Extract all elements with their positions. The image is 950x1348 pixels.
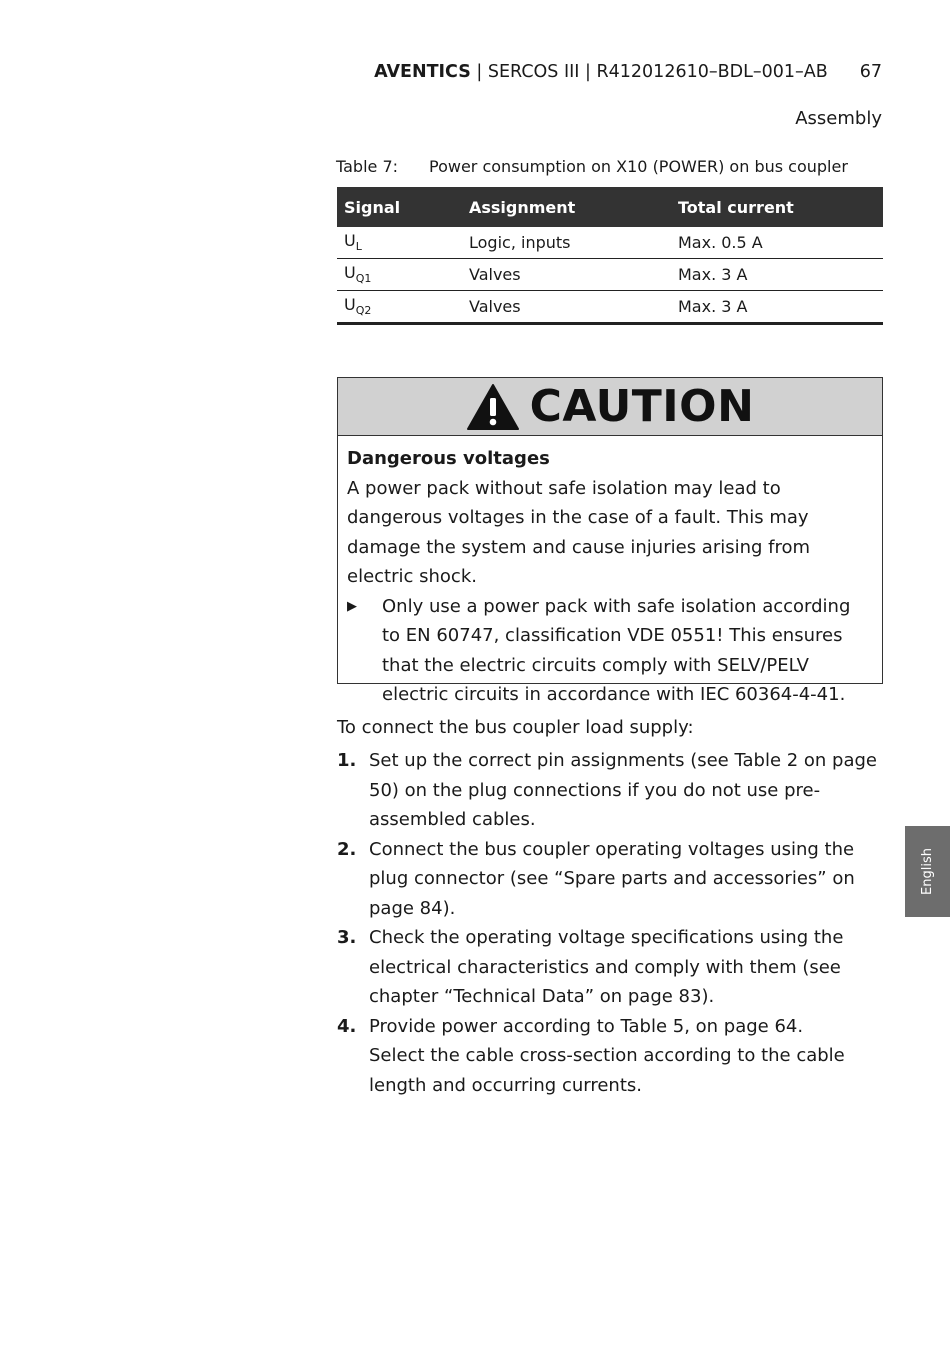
current-cell: Max. 3 A — [671, 259, 883, 291]
section-title: Assembly — [795, 108, 882, 129]
caution-notice — [337, 377, 883, 705]
table-row — [337, 291, 883, 324]
signal-subscript: L — [355, 240, 362, 254]
column-header-signal: Signal — [337, 187, 462, 227]
bullet-arrow-icon: ▶ — [347, 598, 357, 614]
table-caption — [336, 157, 848, 176]
page-number: 67 — [859, 62, 882, 82]
step-text: Connect the bus coupler operating voltages using the plug connector (see “Spare parts and accessories” on page 84). — [369, 838, 855, 919]
caution-text: A power pack without safe isolation may lead to dangerous voltages in the case of a fault. This may damage the system and cause injuries arising from electric shock. — [347, 477, 811, 587]
step-number: 4. — [337, 1015, 357, 1037]
current-cell: Max. 0.5 A — [671, 227, 883, 259]
caution-title: Dangerous voltages — [347, 448, 550, 469]
signal-cell — [337, 227, 462, 259]
brand-name: AVENTICS — [374, 62, 471, 82]
current-cell: Max. 3 A — [671, 291, 883, 324]
column-header-assignment: Assignment — [462, 187, 671, 227]
running-header — [336, 62, 882, 82]
signal-cell — [337, 291, 462, 324]
instruction-steps — [337, 746, 885, 1100]
warning-triangle-icon — [466, 383, 520, 431]
caution-instruction — [347, 592, 872, 710]
language-tab — [905, 826, 950, 917]
assignment-cell: Valves — [462, 291, 671, 324]
step-text: Provide power according to Table 5, on page 64. — [369, 1015, 804, 1037]
caution-body — [338, 436, 882, 710]
step-number: 1. — [337, 750, 357, 771]
signal-symbol: U — [344, 231, 356, 251]
caution-instruction-text: Only use a power pack with safe isolation according to EN 60747, classification VDE 0551! This ensures that the electric circuits comply with SELV/PELV electric circuits in accordance with IEC 60364-4-41. — [382, 595, 851, 705]
assignment-cell: Logic, inputs — [462, 227, 671, 259]
step-text: Set up the correct pin assignments (see Table 2 on page 50) on the plug connections if you do not use pre-assembled cables. — [369, 750, 878, 830]
table-caption-title: Power consumption on X10 (POWER) on bus coupler — [429, 157, 848, 176]
table-caption-label: Table 7: — [336, 157, 399, 176]
list-item — [337, 746, 885, 835]
column-header-total-current: Total current — [671, 187, 883, 227]
step-text: Check the operating voltage specifications using the electrical characteristics and comply with them (see chapter “Technical Data” on page 83). — [369, 927, 844, 1007]
power-consumption-table — [337, 187, 883, 325]
caution-heading: CAUTION — [529, 381, 755, 432]
step-number: 2. — [337, 838, 357, 860]
step-extra-text: Select the cable cross-section according to the cable length and occurring currents. — [369, 1045, 845, 1096]
assignment-cell: Valves — [462, 259, 671, 291]
signal-symbol: U — [344, 295, 356, 315]
signal-cell — [337, 259, 462, 291]
document-reference: | SERCOS III | R412012610–BDL–001–AB — [470, 62, 828, 82]
signal-subscript: Q1 — [355, 272, 372, 286]
list-item — [337, 835, 885, 924]
table-row — [337, 259, 883, 291]
list-item — [337, 1012, 885, 1101]
signal-subscript: Q2 — [355, 304, 372, 318]
table-row — [337, 227, 883, 259]
step-number: 3. — [337, 927, 357, 948]
caution-header — [338, 378, 882, 436]
list-item — [337, 923, 885, 1012]
instructions-intro: To connect the bus coupler load supply: — [337, 717, 694, 738]
table-header-row — [337, 187, 883, 227]
signal-symbol: U — [344, 263, 356, 283]
language-tab-label: English — [920, 848, 936, 895]
